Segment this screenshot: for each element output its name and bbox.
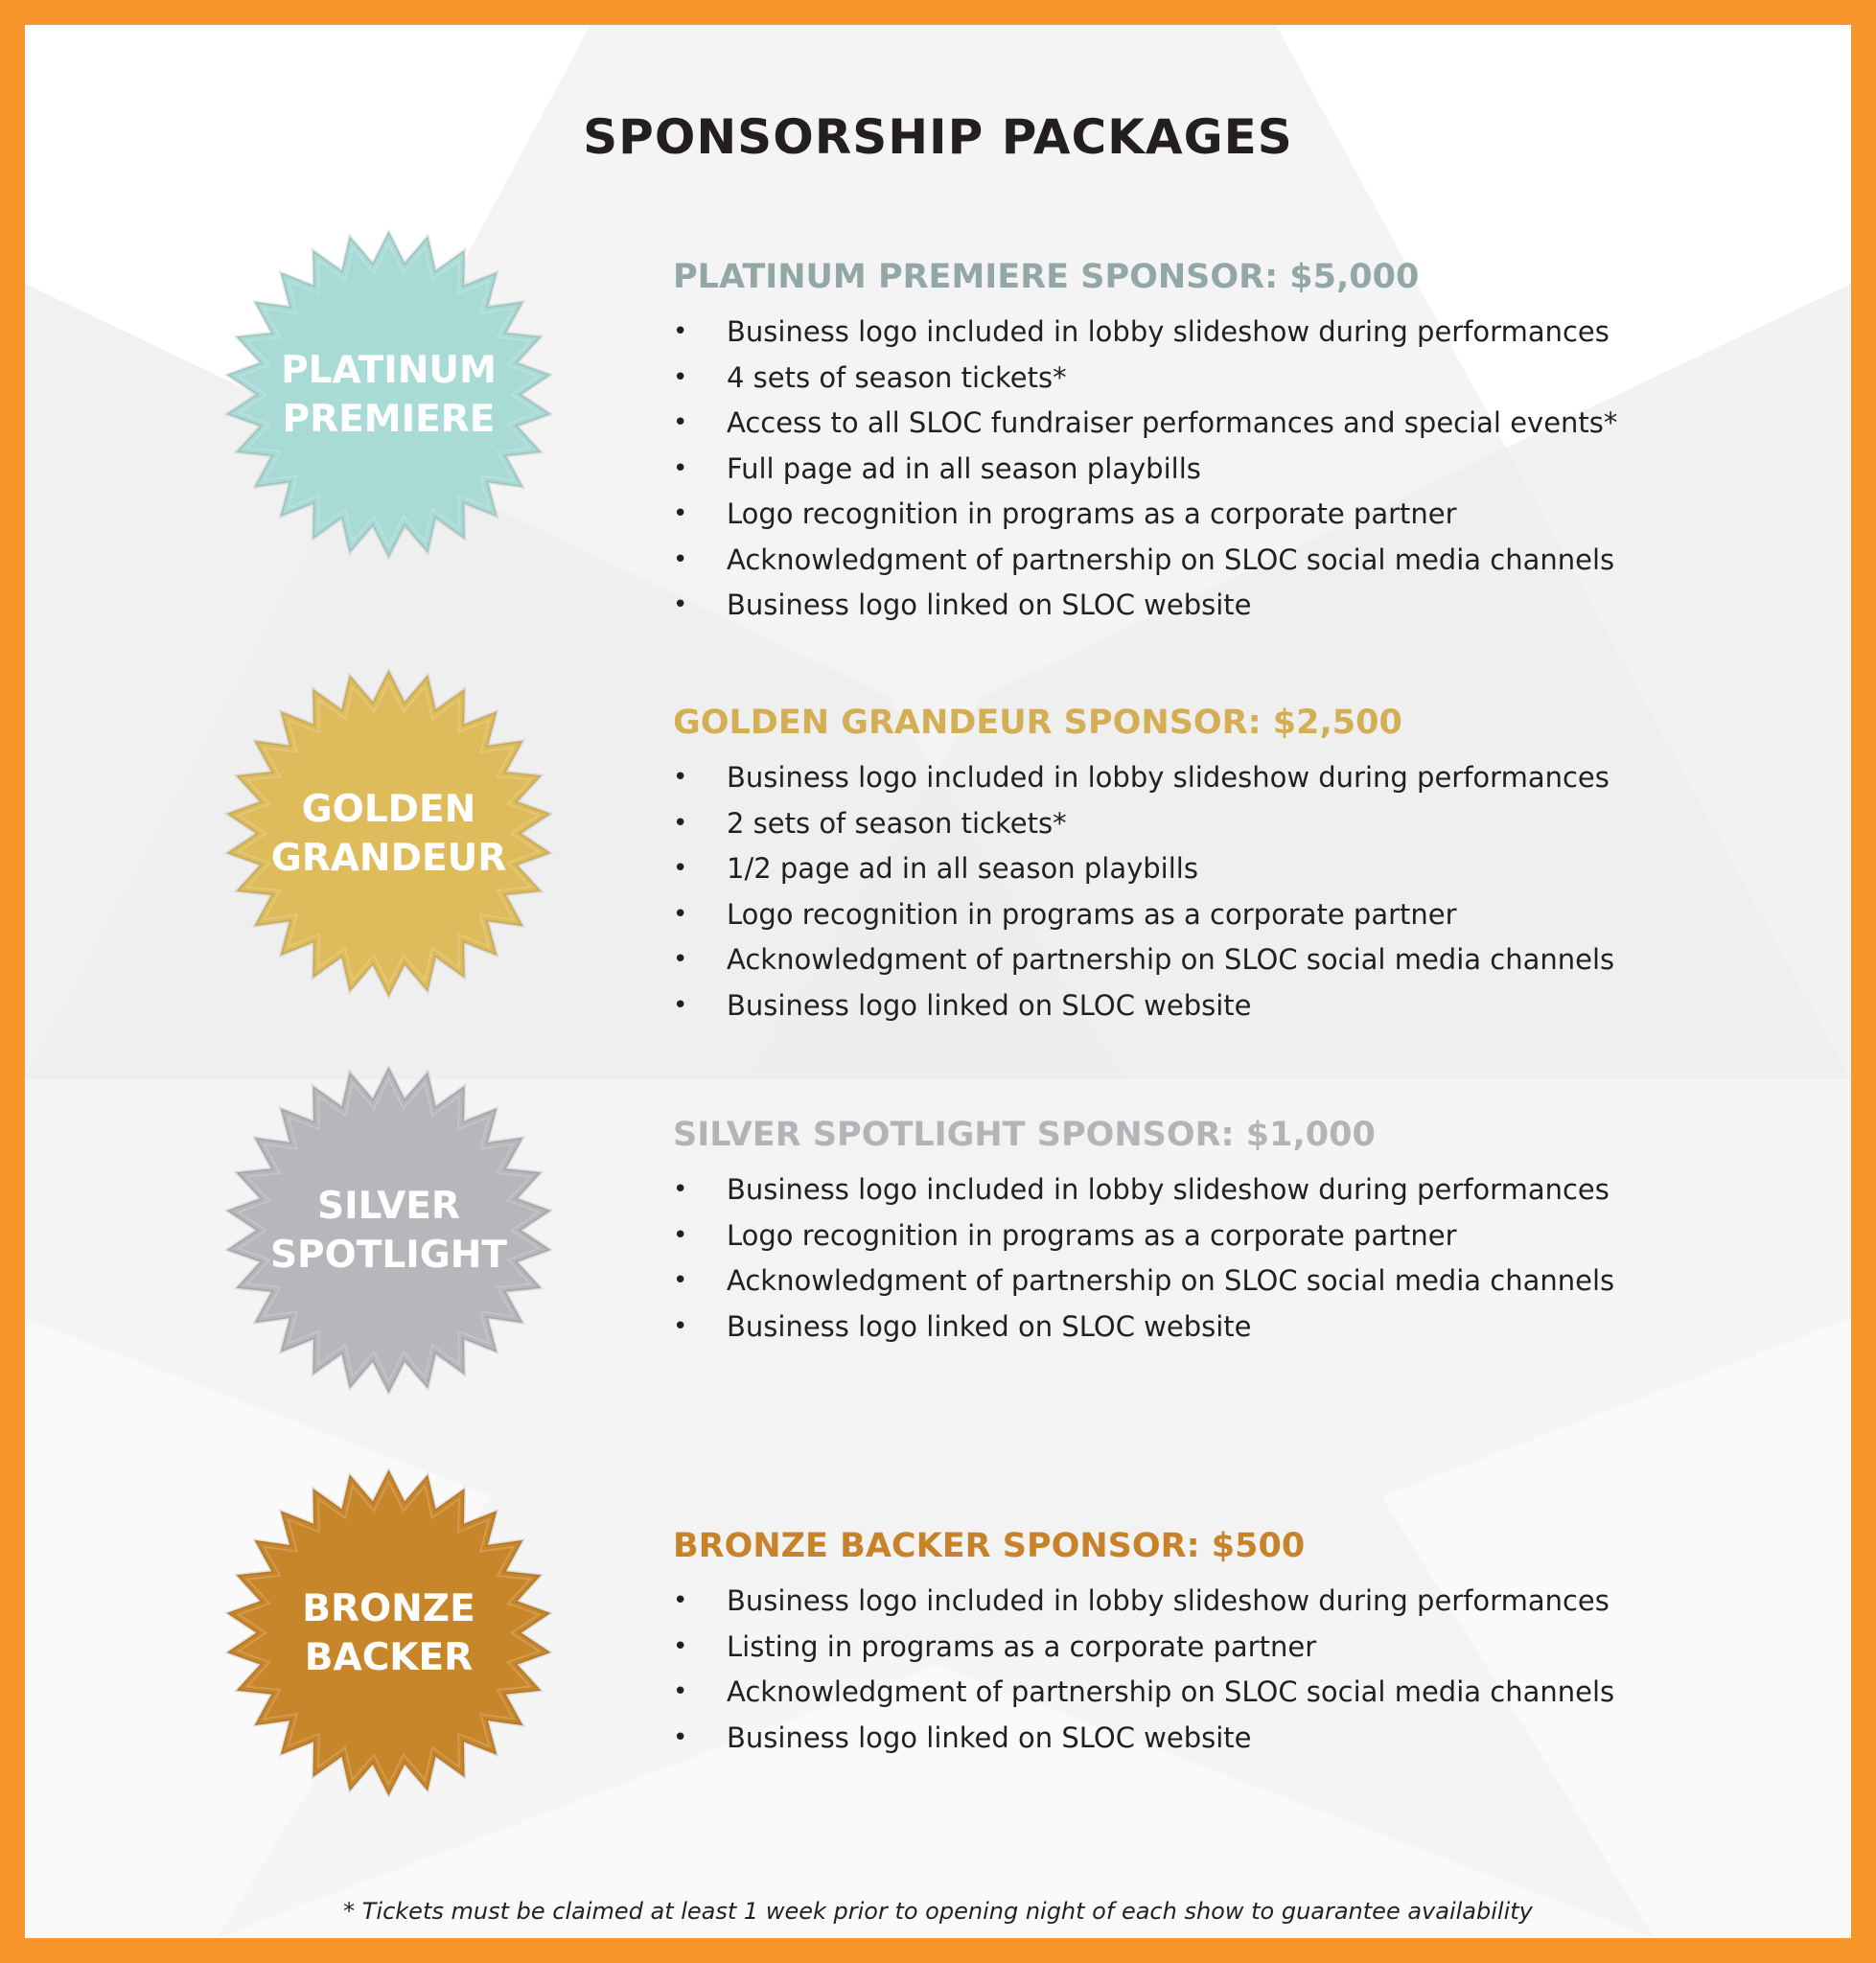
- benefit-text: Business logo included in lobby slideshow during performances: [727, 315, 1610, 348]
- benefit-text: Business logo included in lobby slideshow during performances: [727, 1173, 1610, 1206]
- bullet-icon: •: [673, 453, 688, 483]
- benefit-item: [648, 1670, 1614, 1716]
- tier-bronze: [648, 1527, 1614, 1761]
- bullet-icon: •: [673, 1266, 688, 1295]
- badge-label-line2: SPOTLIGHT: [269, 1233, 508, 1277]
- benefit-text: Business logo linked on SLOC website: [727, 1721, 1252, 1754]
- benefit-text: 1/2 page ad in all season playbills: [727, 852, 1198, 885]
- bullet-icon: •: [673, 362, 688, 392]
- bullet-icon: •: [673, 1586, 688, 1615]
- page-title: SPONSORSHIP PACKAGES: [583, 109, 1293, 165]
- benefit-text: Acknowledgment of partnership on SLOC social media channels: [727, 543, 1615, 576]
- benefit-item: [648, 983, 1614, 1029]
- bullet-icon: •: [673, 945, 688, 974]
- benefit-text: Full page ad in all season playbills: [727, 451, 1201, 485]
- badge-label-line2: PREMIERE: [282, 397, 496, 441]
- bullet-icon: •: [673, 899, 688, 929]
- benefit-text: Logo recognition in programs as a corporate partner: [727, 897, 1457, 931]
- badge-label-line1: BRONZE: [302, 1586, 475, 1630]
- badge-silver: [223, 1065, 554, 1396]
- bullet-icon: •: [673, 763, 688, 792]
- benefit-text: Listing in programs as a corporate partner: [727, 1629, 1317, 1663]
- benefit-list: [648, 1167, 1614, 1350]
- benefit-item: [648, 846, 1614, 892]
- badge-label-line1: GOLDEN: [301, 787, 476, 831]
- benefit-text: 2 sets of season tickets*: [727, 806, 1067, 840]
- benefit-text: Business logo linked on SLOC website: [727, 988, 1252, 1022]
- bullet-icon: •: [673, 1175, 688, 1204]
- benefit-item: [648, 892, 1614, 938]
- benefit-text: Access to all SLOC fundraiser performances and special events*: [727, 406, 1618, 439]
- benefit-text: Logo recognition in programs as a corporate partner: [727, 1218, 1457, 1252]
- benefit-item: [648, 1579, 1614, 1625]
- bullet-icon: •: [673, 990, 688, 1020]
- badge-label-line2: BACKER: [304, 1635, 474, 1679]
- tier-heading: GOLDEN GRANDEUR SPONSOR: $2,500: [673, 704, 1402, 742]
- bullet-icon: •: [673, 590, 688, 619]
- bullet-icon: •: [673, 317, 688, 346]
- benefit-item: [648, 583, 1617, 629]
- benefit-text: 4 sets of season tickets*: [727, 360, 1067, 394]
- tier-golden: [648, 704, 1614, 1028]
- tier-heading: SILVER SPOTLIGHT SPONSOR: $1,000: [673, 1116, 1376, 1154]
- badge-golden: [223, 668, 554, 999]
- benefit-item: [648, 755, 1614, 801]
- benefit-list: [648, 755, 1614, 1028]
- bullet-icon: •: [673, 1311, 688, 1341]
- bullet-icon: •: [673, 854, 688, 883]
- badge-label-line1: PLATINUM: [281, 348, 497, 392]
- bullet-icon: •: [673, 1631, 688, 1661]
- benefit-item: [648, 401, 1617, 447]
- benefit-text: Acknowledgment of partnership on SLOC social media channels: [727, 943, 1615, 976]
- benefit-text: Acknowledgment of partnership on SLOC social media channels: [727, 1264, 1615, 1297]
- benefit-text: Acknowledgment of partnership on SLOC social media channels: [727, 1675, 1615, 1708]
- bullet-icon: •: [673, 408, 688, 437]
- bullet-icon: •: [673, 499, 688, 528]
- bullet-icon: •: [673, 1722, 688, 1752]
- benefit-item: [648, 1305, 1614, 1351]
- benefit-item: [648, 1716, 1614, 1762]
- bullet-icon: •: [673, 1220, 688, 1250]
- badge-platinum: [223, 229, 554, 560]
- badge-bronze: [223, 1467, 554, 1798]
- badge-label-line1: SILVER: [317, 1184, 460, 1228]
- tier-silver: [648, 1116, 1614, 1350]
- benefit-item: [648, 447, 1617, 493]
- benefit-text: Logo recognition in programs as a corporate partner: [727, 497, 1457, 530]
- benefit-item: [648, 1625, 1614, 1671]
- benefit-text: Business logo included in lobby slideshow during performances: [727, 761, 1610, 794]
- benefit-item: [648, 1167, 1614, 1213]
- bullet-icon: •: [673, 1677, 688, 1706]
- benefit-item: [648, 538, 1617, 584]
- benefit-item: [648, 310, 1617, 356]
- tier-platinum: [648, 258, 1617, 629]
- bullet-icon: •: [673, 544, 688, 574]
- badge-label-line2: GRANDEUR: [270, 836, 507, 880]
- benefit-text: Business logo linked on SLOC website: [727, 1309, 1252, 1343]
- benefit-item: [648, 1259, 1614, 1305]
- benefit-item: [648, 1213, 1614, 1259]
- bullet-icon: •: [673, 808, 688, 838]
- benefit-text: Business logo included in lobby slideshow during performances: [727, 1584, 1610, 1617]
- benefit-list: [648, 310, 1617, 629]
- benefit-list: [648, 1579, 1614, 1761]
- benefit-item: [648, 492, 1617, 538]
- benefit-item: [648, 937, 1614, 983]
- tier-heading: PLATINUM PREMIERE SPONSOR: $5,000: [673, 258, 1420, 296]
- ticket-footnote: * Tickets must be claimed at least 1 week prior to opening night of each show to guarantee availability: [343, 1898, 1533, 1925]
- benefit-text: Business logo linked on SLOC website: [727, 589, 1252, 621]
- benefit-item: [648, 356, 1617, 402]
- tier-heading: BRONZE BACKER SPONSOR: $500: [673, 1527, 1306, 1565]
- benefit-item: [648, 801, 1614, 847]
